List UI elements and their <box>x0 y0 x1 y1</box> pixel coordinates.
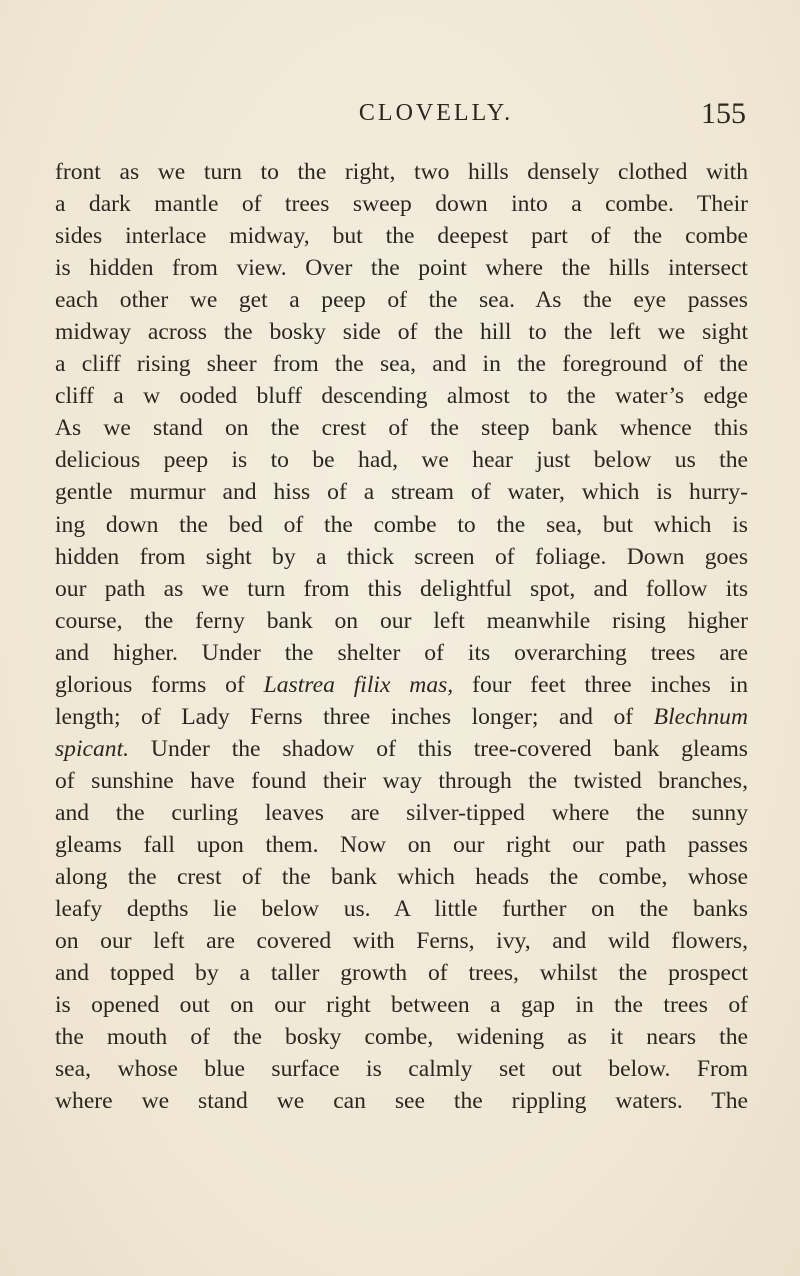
text-line: gentle murmur and hiss of a stream of water, which is hurry- <box>55 479 748 506</box>
text-line: our path as we turn from this delightful spot, and follow its <box>55 575 748 602</box>
text-line: is hidden from view. Over the point where the hills intersect <box>55 255 748 282</box>
text-line: sides interlace midway, but the deepest part of the combe <box>55 223 748 250</box>
text-line: As we stand on the crest of the steep bank whence this <box>55 415 748 442</box>
text-line: course, the ferny bank on our left meanwhile rising higher <box>55 607 748 634</box>
text-line: is opened out on our right between a gap in the trees of <box>55 992 748 1019</box>
italic-species-name: Blechnum <box>653 703 748 730</box>
page-header <box>56 97 746 140</box>
italic-species-name: Lastrea filix mas, <box>263 671 454 698</box>
text-line: and the curling leaves are silver-tipped where the sunny <box>55 799 748 826</box>
text-line: on our left are covered with Ferns, ivy, and wild flowers, <box>55 928 748 955</box>
text-line: leafy depths lie below us. A little further on the banks <box>55 896 748 923</box>
text-run: four feet three inches in <box>472 671 748 698</box>
text-run: glorious forms of <box>55 671 245 698</box>
text-line: cliff a w ooded bluff descending almost to the water’s edge <box>55 383 748 410</box>
text-line: midway across the bosky side of the hill to the left we sight <box>55 319 748 346</box>
body-text <box>55 156 748 1117</box>
text-run: length; of Lady Ferns three inches longer; and of <box>55 703 634 730</box>
running-title: CLOVELLY. <box>358 100 514 126</box>
text-line: gleams fall upon them. Now on our right our path passes <box>55 831 748 858</box>
text-line <box>55 701 748 733</box>
page-number: 155 <box>701 97 746 130</box>
text-line: a cliff rising sheer from the sea, and in the foreground of the <box>55 351 748 378</box>
text-run: Under the shadow of this tree-covered bank gleams <box>150 735 748 762</box>
text-line: along the crest of the bank which heads the combe, whose <box>55 864 748 891</box>
text-line: and topped by a taller growth of trees, whilst the prospect <box>55 960 748 987</box>
text-line: of sunshine have found their way through the twisted branches, <box>55 767 748 794</box>
text-line: where we stand we can see the rippling waters. The <box>55 1088 748 1115</box>
text-line: and higher. Under the shelter of its overarching trees are <box>55 639 748 666</box>
text-line: delicious peep is to be had, we hear just below us the <box>55 447 748 474</box>
text-line: a dark mantle of trees sweep down into a combe. Their <box>55 191 748 218</box>
text-line: front as we turn to the right, two hills densely clothed with <box>55 159 748 185</box>
text-line: sea, whose blue surface is calmly set out below. From <box>55 1056 748 1083</box>
italic-species-name: spicant. <box>55 735 130 762</box>
text-line: ing down the bed of the combe to the sea, but which is <box>55 511 748 538</box>
text-line: the mouth of the bosky combe, widening as it nears the <box>55 1024 748 1051</box>
text-line <box>55 669 748 701</box>
text-line: hidden from sight by a thick screen of foliage. Down goes <box>55 543 748 570</box>
text-line <box>55 733 748 765</box>
text-line: each other we get a peep of the sea. As the eye passes <box>55 287 748 314</box>
